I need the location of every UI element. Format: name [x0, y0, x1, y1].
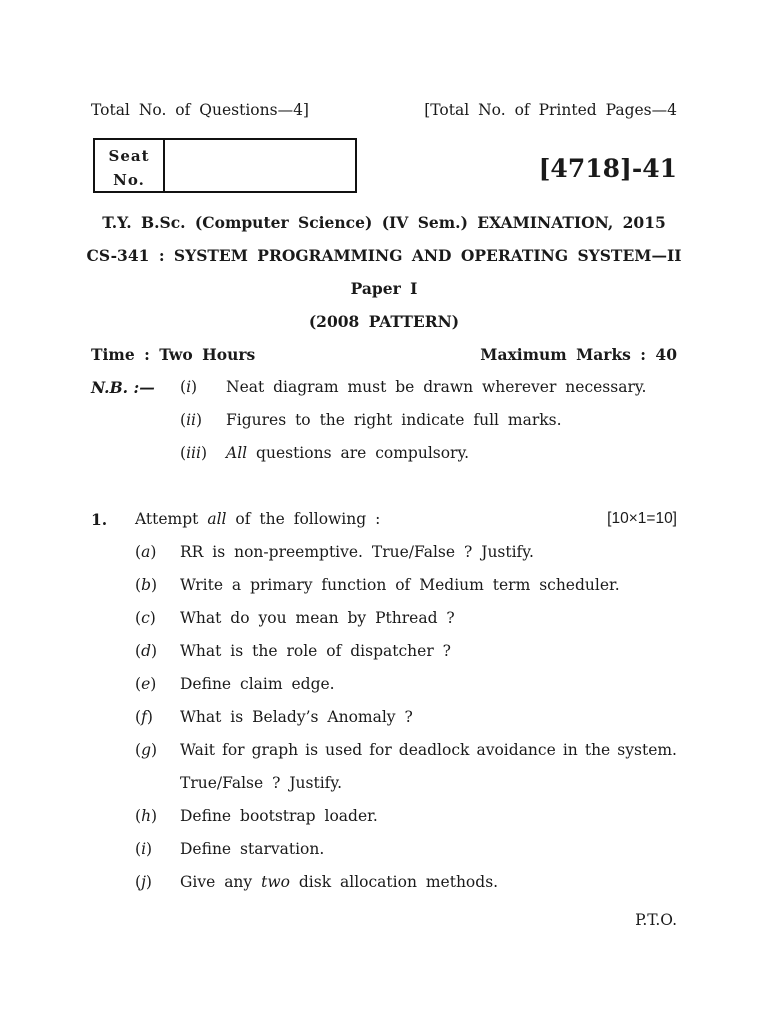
paren-open: ( [180, 444, 187, 462]
sub-item-text: RR is non-preemptive. True/False ? Justify. [180, 543, 534, 561]
total-pages: [Total No. of Printed Pages—4 [424, 101, 677, 119]
sub-item-letter: (d) [135, 642, 158, 660]
prompt-start: Attempt [135, 510, 208, 528]
nb-item-text: Figures to the right indicate full marks. [226, 411, 562, 429]
sub-item-letter: (c) [135, 609, 156, 627]
question-number: 1. [91, 510, 108, 529]
nb-item-text [226, 444, 469, 462]
exam-title: T.Y. B.Sc. (Computer Science) (IV Sem.) EXAMINATION, 2015 [102, 213, 666, 232]
sub-item-text: Wait for graph is used for deadlock avoidance in the system. [180, 741, 677, 759]
seat-label-line-2: No. [113, 171, 145, 189]
sub-item-text-continuation: True/False ? Justify. [180, 774, 343, 792]
seat-number-box [93, 138, 357, 193]
letter: g [141, 741, 151, 759]
sub-item-text: Define starvation. [180, 840, 325, 858]
sub-item-text [180, 873, 498, 891]
maximum-marks: Maximum Marks : 40 [480, 345, 677, 364]
seat-label [95, 144, 163, 192]
sub-item-text: Define claim edge. [180, 675, 335, 693]
nb-label [91, 378, 155, 397]
letter: f [141, 708, 147, 726]
paren-close: ) [200, 444, 207, 462]
paren-open: ( [180, 378, 187, 396]
nb-roman-numeral: i [186, 378, 192, 396]
paren-open: ( [180, 411, 187, 429]
nb-item-number [180, 411, 202, 429]
sub-item-letter: (e) [135, 675, 157, 693]
nb-emphasis: All [226, 444, 248, 462]
sub-item-letter: (f) [135, 708, 153, 726]
seat-box-divider [163, 140, 165, 191]
nb-roman-numeral: ii [186, 411, 196, 429]
sub-item-letter: (b) [135, 576, 158, 594]
sub-item-letter: (h) [135, 807, 158, 825]
sub-item-text: Define bootstrap loader. [180, 807, 378, 825]
letter: b [141, 576, 151, 594]
nb-label-text: N.B. :— [91, 378, 155, 397]
letter: e [141, 675, 151, 693]
letter: h [141, 807, 152, 825]
letter: a [141, 543, 151, 561]
prompt-end: of the following : [226, 510, 381, 528]
paren-close: ) [191, 378, 198, 396]
paper-label: Paper I [350, 279, 418, 298]
question-marks: [10×1=10] [607, 510, 677, 527]
letter: i [141, 840, 147, 858]
sub-item-letter: (a) [135, 543, 157, 561]
seat-label-line-1: Seat [108, 147, 150, 165]
course-title: CS-341 : SYSTEM PROGRAMMING AND OPERATING SYSTEM—II [86, 246, 682, 265]
text-end: disk allocation methods. [289, 873, 499, 891]
letter: c [141, 609, 150, 627]
paren-close: ) [195, 411, 203, 429]
time-allowed: Time : Two Hours [91, 345, 256, 364]
sub-item-text: What is the role of dispatcher ? [180, 642, 451, 660]
nb-roman-numeral: iii [186, 444, 201, 462]
text-emphasis: two [261, 873, 290, 891]
pattern-label: (2008 PATTERN) [308, 312, 460, 331]
pto-label: P.T.O. [635, 911, 677, 929]
nb-text-rest: questions are compulsory. [247, 444, 470, 462]
sub-item-text: Write a primary function of Medium term scheduler. [180, 576, 620, 594]
paper-code: [4718]-41 [538, 154, 677, 183]
letter: d [141, 642, 151, 660]
letter: j [141, 873, 146, 891]
prompt-emphasis: all [207, 510, 227, 528]
nb-item-number [180, 444, 207, 462]
nb-item-text: Neat diagram must be drawn wherever necessary. [226, 378, 647, 396]
sub-item-letter: (j) [135, 873, 152, 891]
total-questions: Total No. of Questions—4] [91, 101, 309, 119]
sub-item-letter: (i) [135, 840, 153, 858]
nb-item-number [180, 378, 197, 396]
question-prompt [135, 510, 380, 528]
sub-item-text: What is Belady’s Anomaly ? [180, 708, 413, 726]
sub-item-letter: (g) [135, 741, 158, 759]
text-start: Give any [180, 873, 262, 891]
sub-item-text: What do you mean by Pthread ? [180, 609, 455, 627]
